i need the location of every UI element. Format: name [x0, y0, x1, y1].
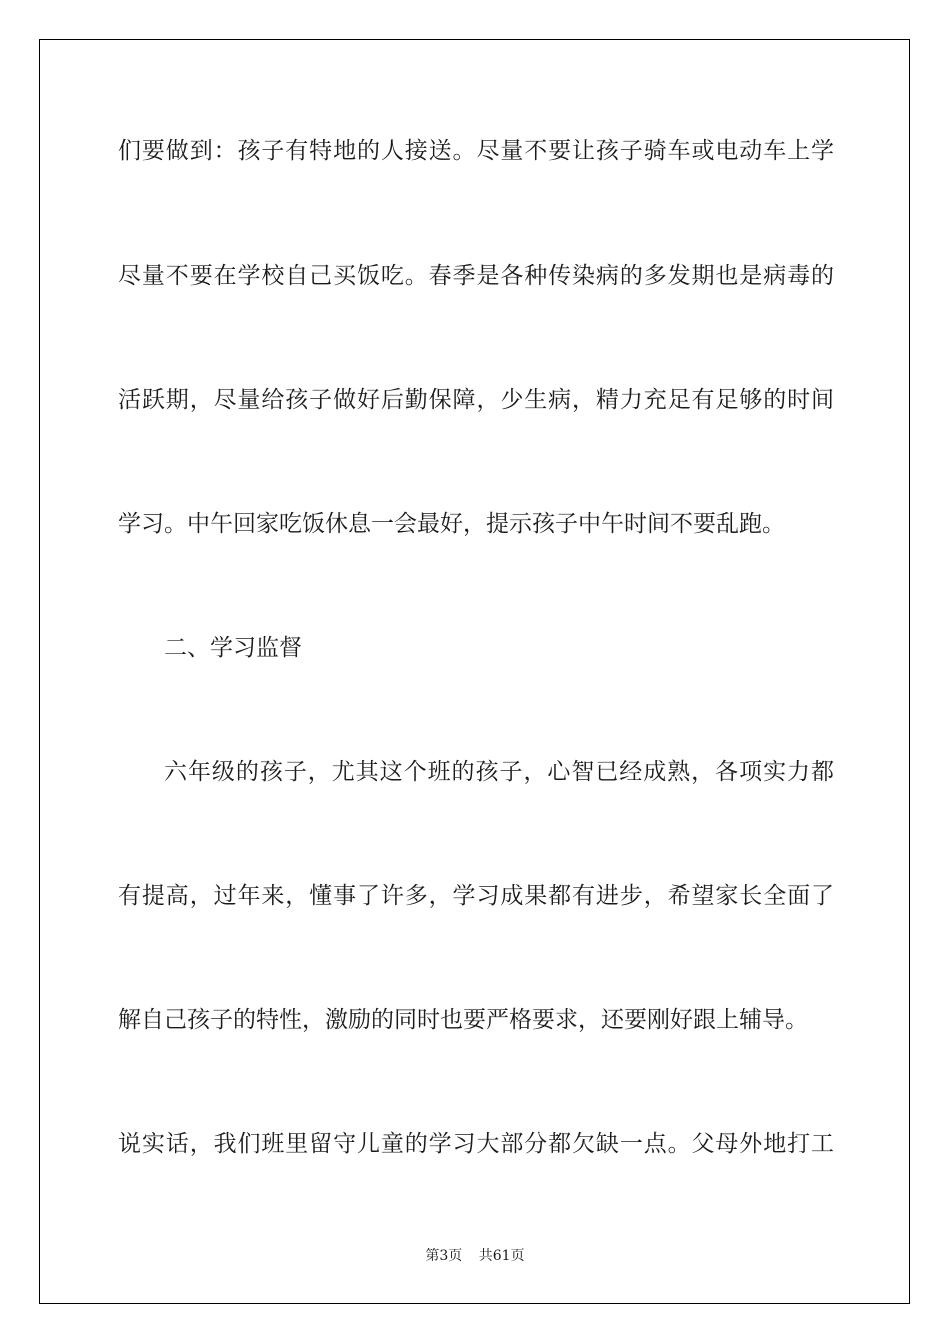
body-text-line: 解自己孩子的特性，激励的同时也要严格要求，还要刚好跟上辅导。 — [118, 1007, 808, 1033]
page-total: 共61页 — [478, 1248, 525, 1264]
body-text-line: 尽量不要在学校自己买饭吃。春季是各种传染病的多发期也是病毒的 — [118, 263, 834, 289]
body-text-line: 说实话，我们班里留守儿童的学习大部分都欠缺一点。父母外地打工 — [118, 1131, 834, 1157]
page-border — [39, 39, 910, 1304]
page-number: 第3页 — [425, 1248, 463, 1264]
body-text-line: 活跃期，尽量给孩子做好后勤保障，少生病，精力充足有足够的时间 — [118, 387, 834, 413]
body-text-line: 学习。中午回家吃饭休息一会最好，提示孩子中午时间不要乱跑。 — [118, 511, 785, 537]
section-heading: 二、学习监督 — [164, 635, 302, 661]
body-text-line: 有提高，过年来，懂事了许多，学习成果都有进步，希望家长全面了 — [118, 883, 834, 909]
body-text-line: 六年级的孩子，尤其这个班的孩子，心智已经成熟，各项实力都 — [164, 759, 834, 785]
page-footer — [0, 1247, 950, 1265]
body-text-line: 们要做到：孩子有特地的人接送。尽量不要让孩子骑车或电动车上学 — [118, 138, 834, 164]
